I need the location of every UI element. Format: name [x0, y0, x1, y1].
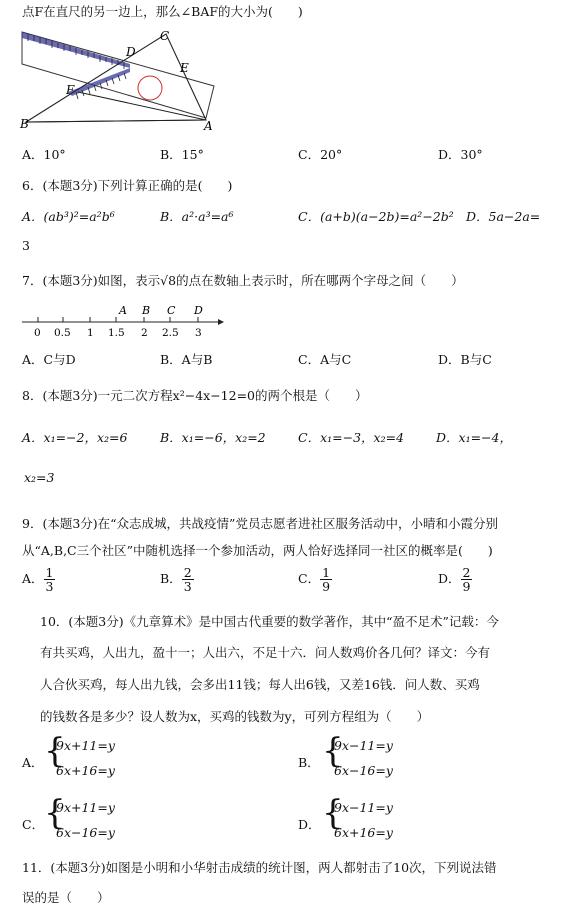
q10-line3: 人合伙买鸡，每人出九钱，会多出11钱；每人出6钱，又差16钱．问人数、买鸡	[40, 677, 480, 692]
axis-tick-0: 0	[34, 327, 41, 339]
q8-option-a[interactable]: A．x₁=−2，x₂=6	[22, 430, 128, 445]
q6-stem: 6．(本题3分)下列计算正确的是( )	[22, 178, 233, 193]
q5-option-b[interactable]: B．15°	[160, 147, 204, 162]
q10-option-c-label[interactable]: C．	[22, 817, 45, 832]
ruler-triangle-figure	[18, 26, 218, 134]
axis-tick-3: 3	[195, 327, 202, 339]
q9-option-d[interactable]	[438, 566, 472, 593]
q6-option-c[interactable]: C．(a+b)(a−2b)=a²−2b²	[298, 209, 454, 224]
label-e: E	[180, 61, 189, 75]
q11-line2: 误的是（ ）	[22, 890, 110, 905]
axis-tick-05: 0.5	[54, 327, 71, 339]
axis-tick-15: 1.5	[108, 327, 125, 339]
q10-line4: 的钱数各是多少？设人数为x，买鸡的钱数为y，可列方程组为（ ）	[40, 709, 430, 724]
q7-option-b[interactable]: B．A与B	[160, 352, 213, 367]
q8-option-c[interactable]: C．x₁=−3，x₂=4	[298, 430, 405, 445]
q7-option-d[interactable]: D．B与C	[438, 352, 492, 367]
q10-line1: 10．(本题3分)《九章算术》是中国古代重要的数学著作，其中“盈不足术”记载：今	[40, 614, 499, 629]
q9-stem-line1: 9．(本题3分)在“众志成城，共战疫情”党员志愿者进社区服务活动中，小晴和小霞分别	[22, 516, 498, 531]
q6-option-b[interactable]: B．a²·a³=a⁶	[160, 209, 234, 224]
q10-option-b-label[interactable]: B．	[298, 755, 320, 770]
q10-option-b-system: { 9x−11=y 6x−16=y	[322, 731, 393, 778]
q10-option-a-system: { 9x+11=y 6x+16=y	[44, 731, 115, 778]
q5-option-d[interactable]: D．30°	[438, 147, 483, 162]
axis-tick-2: 2	[141, 327, 148, 339]
label-f: F	[66, 83, 75, 97]
q10-option-c-system: { 9x+11=y 6x−16=y	[44, 793, 115, 840]
q7-option-c[interactable]: C．A与C	[298, 352, 352, 367]
q9-stem-line2: 从“A,B,C三个社区”中随机选择一个参加活动，两人恰好选择同一社区的概率是( )	[22, 543, 493, 558]
q9-option-d-label: D．	[438, 571, 461, 587]
q11-line1: 11．(本题3分)如图是小明和小华射击成绩的统计图，两人都射击了10次，下列说法错	[22, 860, 497, 875]
fraction: $\frac{1}{9}$	[322, 565, 331, 595]
axis-letter-d: D	[194, 304, 203, 317]
fraction: $\frac{1}{3}$	[45, 565, 54, 595]
ruler-scale-bottom	[68, 68, 130, 96]
q10-line2: 有共买鸡，人出九，盈十一；人出六，不足十六．问人数鸡价各几何？译文：今有	[40, 645, 491, 660]
label-a: A	[204, 119, 213, 133]
axis-tick-1: 1	[87, 327, 94, 339]
label-d: D	[126, 45, 136, 59]
q9-option-a-label: A．	[22, 571, 44, 587]
q5-stem-tail: 点F在直尺的另一边上，那么∠BAF的大小为( )	[22, 4, 303, 19]
q5-option-c[interactable]: C．20°	[298, 147, 343, 162]
axis-tick-25: 2.5	[162, 327, 179, 339]
q6-option-d[interactable]: D．5a−2a=	[466, 209, 541, 224]
q8-option-d[interactable]: D．x₁=−4，	[436, 430, 512, 445]
axis-letter-c: C	[167, 304, 176, 317]
q7-stem: 7．(本题3分)如图，表示√8的点在数轴上表示时，所在哪两个字母之间（ ）	[22, 273, 464, 288]
q9-option-c-label: C．	[298, 571, 321, 587]
axis-letter-b: B	[142, 304, 151, 317]
q9-option-b[interactable]	[160, 566, 194, 593]
triangle-abc	[26, 34, 206, 122]
q8-option-b[interactable]: B．x₁=−6，x₂=2	[160, 430, 266, 445]
ruler-circle	[138, 76, 162, 100]
fraction: $\frac{2}{9}$	[462, 565, 471, 595]
q8-option-d-cont: x₂=3	[24, 470, 55, 485]
number-line	[18, 300, 228, 342]
q6-option-d-cont: 3	[22, 238, 30, 253]
label-c: C	[160, 29, 170, 43]
q10-option-a-label[interactable]: A．	[22, 755, 44, 770]
q10-option-d-label[interactable]: D．	[298, 817, 321, 832]
q9-option-a[interactable]	[22, 566, 55, 593]
fraction: $\frac{2}{3}$	[183, 565, 192, 595]
axis-letter-a: A	[119, 304, 127, 317]
q9-option-b-label: B．	[160, 571, 182, 587]
label-b: B	[20, 117, 29, 131]
q5-option-a[interactable]: A．10°	[22, 147, 66, 162]
q6-option-a[interactable]: A．(ab³)²=a²b⁶	[22, 209, 115, 224]
q8-stem: 8．(本题3分)一元二次方程x²−4x−12=0的两个根是（ ）	[22, 388, 368, 403]
q10-option-d-system: { 9x−11=y 6x+16=y	[322, 793, 393, 840]
q9-option-c[interactable]	[298, 566, 332, 593]
q7-option-a[interactable]: A．C与D	[22, 352, 76, 367]
